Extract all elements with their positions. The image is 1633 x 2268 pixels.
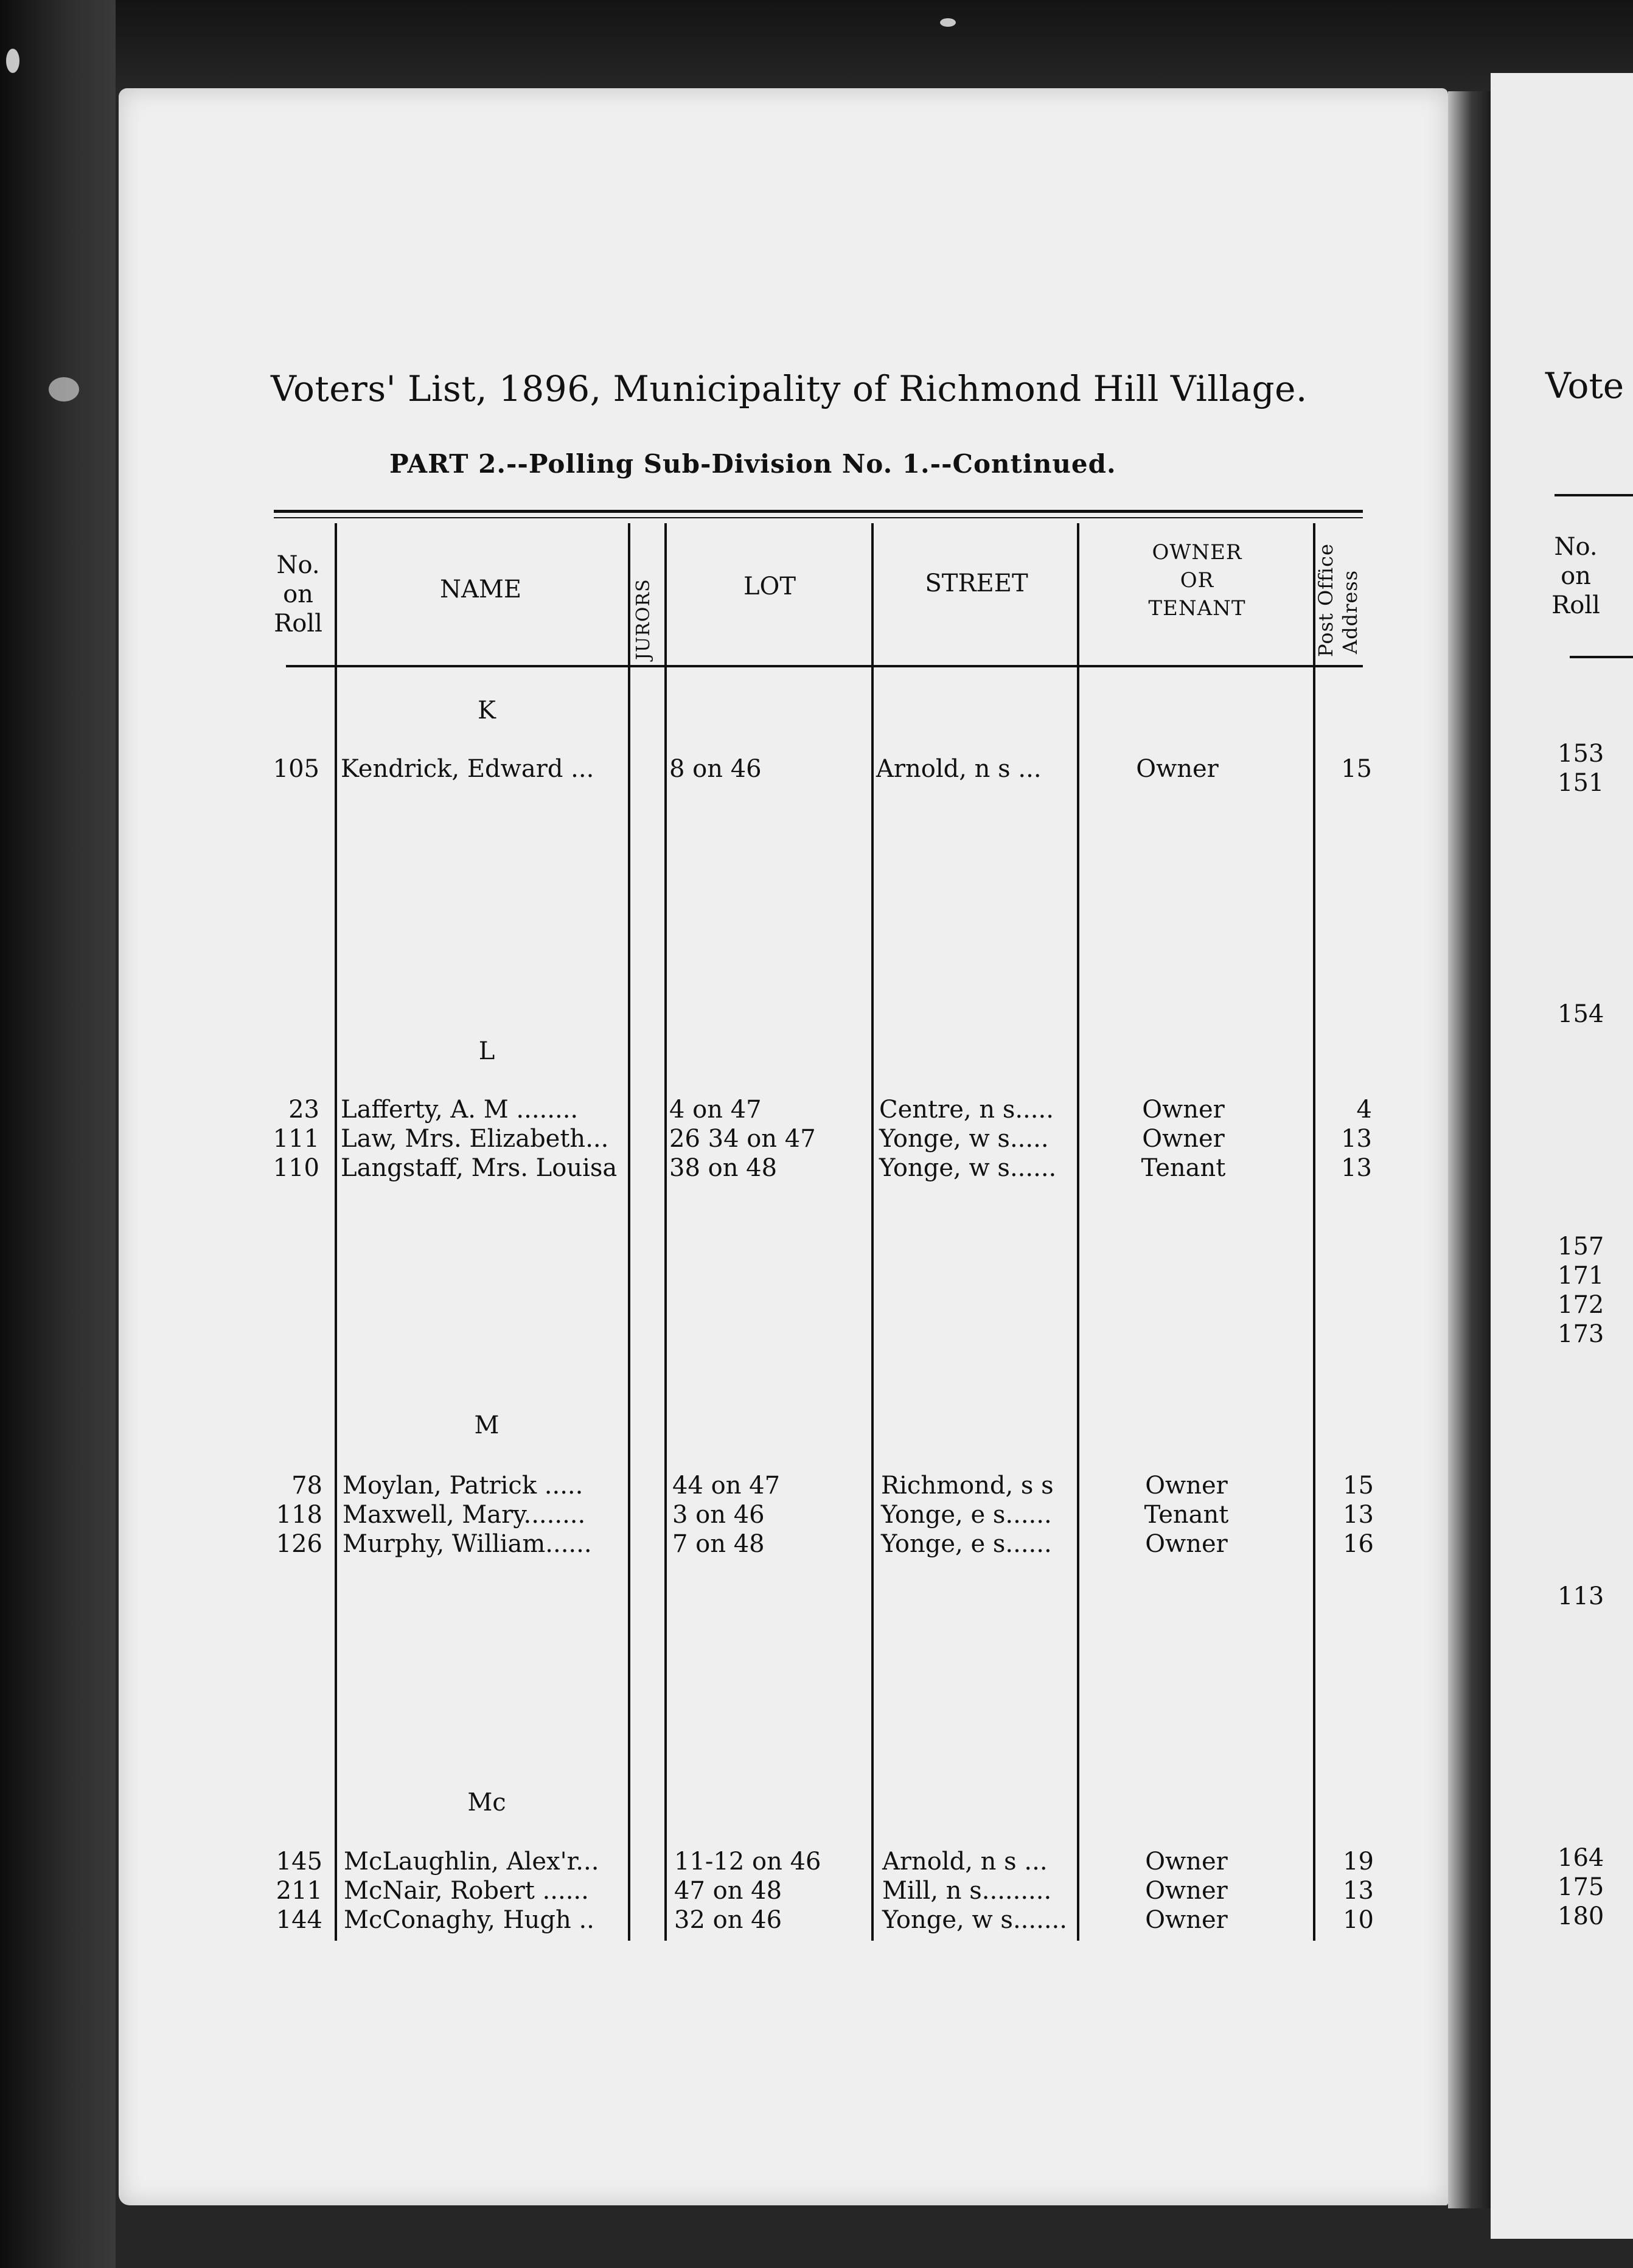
lot: 44 on 47	[672, 1472, 781, 1500]
right-roll-number: 175	[1558, 1873, 1604, 1901]
right-roll-number: 171	[1558, 1262, 1604, 1290]
owner-or-tenant: Owner	[1145, 1848, 1228, 1876]
owner-or-tenant: Owner	[1145, 1530, 1228, 1558]
street: Mill, n s.........	[882, 1877, 1052, 1905]
post-office-address: 13	[1343, 1501, 1374, 1529]
roll-number: 145	[276, 1848, 322, 1876]
post-office-address: 13	[1341, 1125, 1372, 1153]
voter-name: Murphy, William......	[343, 1530, 592, 1558]
post-office-address: 15	[1341, 755, 1372, 783]
right-roll-number: 151	[1558, 769, 1604, 797]
lot: 32 on 46	[674, 1906, 782, 1934]
header-no-on-roll	[268, 551, 329, 638]
header-owner-or-tenant	[1083, 538, 1311, 622]
header-street: STREET	[925, 569, 1028, 597]
right-roll-number: 153	[1558, 740, 1604, 768]
lot: 8 on 46	[669, 755, 762, 783]
header-bottom-rule	[286, 665, 1363, 667]
section-letter: Mc	[467, 1789, 506, 1817]
header-owner-line2: OR	[1180, 568, 1214, 593]
right-page-header-rule	[1570, 656, 1633, 658]
post-office-address: 15	[1343, 1472, 1374, 1500]
voter-name: McNair, Robert ......	[344, 1877, 589, 1905]
lot: 3 on 46	[672, 1501, 765, 1529]
header-post-office-line2: Address	[1339, 569, 1362, 654]
owner-or-tenant: Owner	[1142, 1125, 1225, 1153]
scan-background-top	[0, 0, 1633, 91]
right-roll-number: 113	[1558, 1582, 1604, 1610]
column-line-owner	[1313, 523, 1315, 1941]
voter-name: Law, Mrs. Elizabeth...	[341, 1125, 609, 1153]
right-roll-number: 164	[1558, 1844, 1604, 1872]
right-header-no-line3: Roll	[1551, 591, 1600, 619]
right-roll-number: 173	[1558, 1320, 1604, 1348]
header-no-line2: on	[283, 580, 313, 608]
lot: 4 on 47	[669, 1096, 762, 1124]
right-roll-number: 172	[1558, 1291, 1604, 1319]
column-line-street	[1077, 523, 1079, 1941]
voter-name: Moylan, Patrick .....	[343, 1472, 583, 1500]
header-name: NAME	[439, 576, 522, 604]
scan-background-left	[0, 0, 116, 2268]
owner-or-tenant: Owner	[1145, 1472, 1228, 1500]
column-line-lot	[871, 523, 874, 1941]
lot: 7 on 48	[672, 1530, 765, 1558]
voter-name: Langstaff, Mrs. Louisa	[341, 1154, 618, 1182]
roll-number: 110	[273, 1154, 319, 1182]
right-roll-number: 180	[1558, 1902, 1604, 1930]
lot: 11-12 on 46	[674, 1848, 821, 1876]
owner-or-tenant: Owner	[1145, 1877, 1228, 1905]
header-no-line1: No.	[276, 551, 320, 579]
right-roll-number: 157	[1558, 1233, 1604, 1261]
header-post-office-line1: Post Office	[1314, 543, 1337, 657]
roll-number: 105	[273, 755, 319, 783]
right-header-no-line2: on	[1561, 562, 1591, 590]
header-owner-line3: TENANT	[1148, 596, 1246, 621]
scan-speck	[49, 377, 79, 402]
roll-number: 23	[288, 1096, 319, 1124]
post-office-address: 10	[1343, 1906, 1374, 1934]
owner-or-tenant: Tenant	[1141, 1154, 1226, 1182]
header-jurors: JURORS	[633, 579, 654, 660]
table-top-rule	[274, 510, 1363, 513]
voter-name: Kendrick, Edward ...	[341, 755, 594, 783]
street: Yonge, w s.......	[882, 1906, 1067, 1934]
roll-number: 211	[276, 1877, 322, 1905]
column-line-jurors-left	[628, 523, 630, 1941]
section-letter: M	[474, 1411, 500, 1439]
right-header-no-on-roll	[1545, 532, 1606, 620]
voter-name: Maxwell, Mary........	[343, 1501, 586, 1529]
roll-number: 78	[291, 1472, 322, 1500]
roll-number: 144	[276, 1906, 322, 1934]
page-title: Voters' List, 1896, Municipality of Richmond Hill Village.	[271, 368, 1307, 409]
scan-speck	[6, 49, 19, 73]
table-top-rule-thin	[274, 517, 1363, 518]
section-letter: K	[478, 697, 496, 725]
roll-number: 126	[276, 1530, 322, 1558]
post-office-address: 19	[1343, 1848, 1374, 1876]
voter-name: McLaughlin, Alex'r...	[344, 1848, 599, 1876]
column-line-jurors-right	[664, 523, 667, 1941]
street: Arnold, n s ...	[876, 755, 1042, 783]
header-no-line3: Roll	[274, 610, 322, 638]
page-gutter	[1448, 91, 1491, 2208]
header-lot: LOT	[743, 572, 796, 600]
street: Yonge, e s......	[881, 1530, 1052, 1558]
roll-number: 118	[276, 1501, 322, 1529]
page-subtitle: PART 2.--Polling Sub-Division No. 1.--Continued.	[389, 449, 1116, 479]
scan-speck	[940, 18, 956, 27]
column-line-name	[335, 523, 337, 1941]
street: Yonge, w s......	[879, 1154, 1057, 1182]
post-office-address: 13	[1343, 1877, 1374, 1905]
post-office-address: 13	[1341, 1154, 1372, 1182]
right-roll-number: 154	[1558, 1000, 1604, 1028]
owner-or-tenant: Owner	[1145, 1906, 1228, 1934]
right-header-no-line1: No.	[1554, 533, 1598, 561]
owner-or-tenant: Tenant	[1144, 1501, 1229, 1529]
post-office-address: 4	[1356, 1096, 1372, 1124]
voter-name: McConaghy, Hugh ..	[344, 1906, 594, 1934]
right-page-title-fragment: Vote	[1545, 365, 1624, 406]
owner-or-tenant: Owner	[1142, 1096, 1225, 1124]
section-letter: L	[478, 1037, 495, 1065]
roll-number: 111	[273, 1125, 319, 1153]
street: Yonge, e s......	[881, 1501, 1052, 1529]
lot: 38 on 48	[669, 1154, 778, 1182]
lot: 26 34 on 47	[669, 1125, 816, 1153]
street: Centre, n s.....	[879, 1096, 1054, 1124]
owner-or-tenant: Owner	[1136, 755, 1219, 783]
right-page-top-rule	[1555, 494, 1633, 496]
street: Richmond, s s	[881, 1472, 1054, 1500]
voter-name: Lafferty, A. M ........	[341, 1096, 579, 1124]
lot: 47 on 48	[674, 1877, 782, 1905]
header-owner-line1: OWNER	[1152, 540, 1242, 565]
street: Yonge, w s.....	[879, 1125, 1049, 1153]
street: Arnold, n s ...	[882, 1848, 1048, 1876]
post-office-address: 16	[1343, 1530, 1374, 1558]
